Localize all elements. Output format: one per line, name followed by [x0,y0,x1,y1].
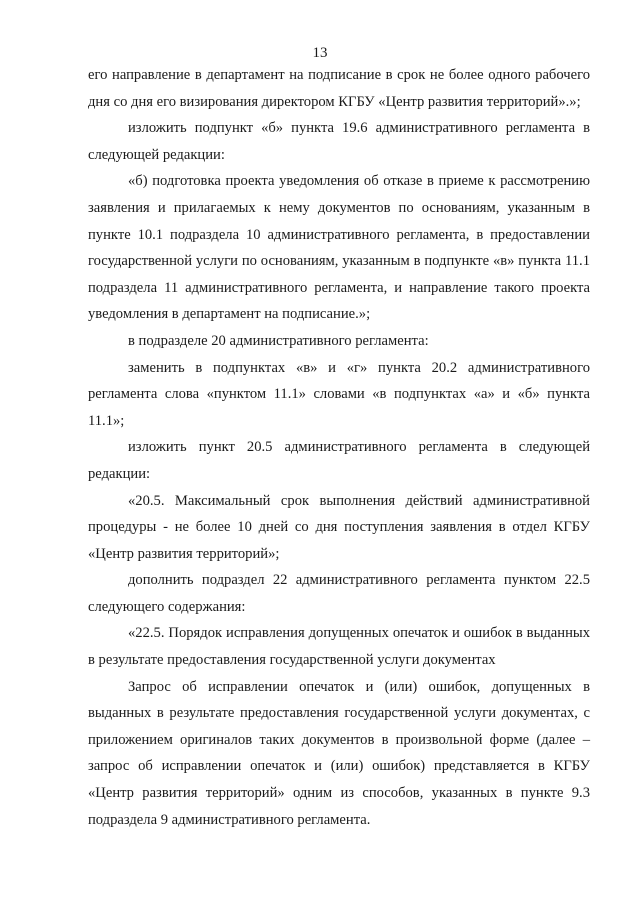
paragraph: изложить пункт 20.5 административного регламента в следующей редакции: [88,439,590,482]
paragraph: дополнить подраздел 22 административного регламента пунктом 22.5 следующего содержания: [88,572,590,615]
document-body [88,62,590,833]
paragraph: его направление в департамент на подписание в срок не более одного рабочего дня со дня его визирования директором КГБУ «Центр развития территорий».»; [88,67,590,110]
paragraph: Запрос об исправлении опечаток и (или) ошибок, допущенных в выданных в результате предоставления государственной услуги документах, с приложением оригиналов таких документов в произвольной форме (далее – запрос об исправлении опечаток и (или) ошибок) представляется в КГБУ «Центр развития территорий» одним из способов, указанных в пункте 9.3 подраздела 9 административного регламента. [88,678,590,828]
page-number: 13 [312,45,328,61]
paragraph: в подразделе 20 административного регламента: [128,332,429,349]
paragraph: изложить подпункт «б» пункта 19.6 административного регламента в следующей редакции: [88,120,590,163]
paragraph: заменить в подпунктах «в» и «г» пункта 20.2 административного регламента слова «пунктом 11.1» словами «в подпунктах «а» и «б» пункта 11.1»; [88,359,590,429]
paragraph: «б) подготовка проекта уведомления об отказе в приеме к рассмотрению заявления и прилагаемых к нему документов по основаниям, указанным в пункте 10.1 подраздела 10 административного регламента, в предоставлении государственной услуги по основаниям, указанным в подпункте «в» пункта 11.1 подраздела 11 административного регламента, и направление такого проекта уведомления в департамент на подписание.»; [88,173,590,323]
paragraph: «20.5. Максимальный срок выполнения действий административной процедуры - не более 10 дней со дня поступления заявления в отдел КГБУ «Центр развития территорий»; [88,492,590,562]
paragraph: «22.5. Порядок исправления допущенных опечаток и ошибок в выданных в результате предоставления государственной услуги документах [88,625,590,669]
